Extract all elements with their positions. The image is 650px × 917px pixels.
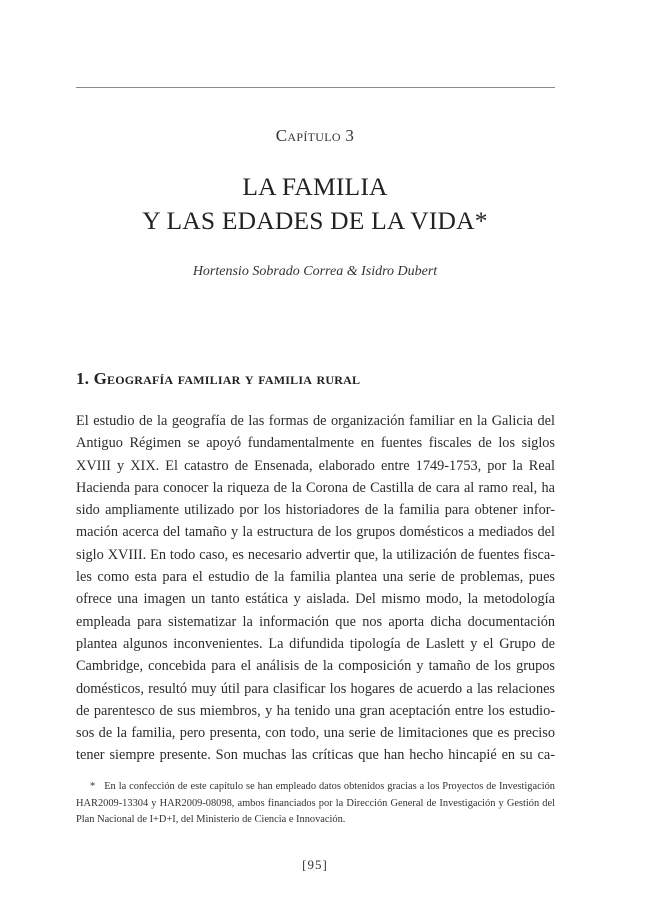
chapter-authors: Hortensio Sobrado Correa & Isidro Dubert: [192, 264, 438, 279]
body-line: tener siempre presente. Son muchas las críticas que han hecho hincapié en su ca-: [76, 747, 555, 764]
body-line: de parentesco de sus miembros, y ha tenido una gran aceptación entre los estudio-: [76, 702, 555, 719]
body-line: Hacienda para conocer la riqueza de la Corona de Castilla de cara al ramo real, ha: [76, 479, 555, 496]
chapter-label: Capítulo 3: [275, 126, 355, 145]
body-line: sos de la familia, pero presenta, con todo, una serie de limitaciones que es preciso: [76, 725, 555, 742]
footnote-line: HAR2009-13304 y HAR2009-08098, ambos financiados por la Dirección General de Investigación y Gestión del: [76, 797, 555, 809]
body-paragraph: [76, 410, 555, 767]
section-heading: 1. Geografía familiar y familia rural: [76, 369, 361, 388]
body-line: sido ampliamente utilizado por los historiadores de la familia para obtener infor-: [76, 502, 555, 519]
body-line: ofrece una imagen un tanto estática y aislada. Del mismo modo, la metodología: [76, 591, 555, 608]
page-number: [95]: [302, 857, 328, 872]
chapter-title-line: LA FAMILIA: [242, 172, 388, 201]
body-line: XVIII y XIX. El catastro de Ensenada, elaborado entre 1749-1753, por la Real: [76, 457, 555, 474]
footnote-marker: *: [90, 781, 96, 792]
footnote-line: [76, 779, 555, 796]
body-line: domésticos, resultó muy útil para clasificar los hogares de acuerdo a las relaciones: [76, 680, 555, 697]
body-line: mación acerca del tamaño y la estructura de los grupos domésticos a mediados del: [76, 524, 555, 541]
body-line: Cambridge, concebida para el análisis de la composición y tamaño de los grupos: [76, 658, 555, 675]
footnote-text: En la confección de este capítulo se han empleado datos obtenidos gracias a los Proyectos de Investigación: [104, 781, 555, 792]
body-line: siglo XVIII. En todo caso, es necesario advertir que, la utilización de fuentes fisca-: [76, 546, 555, 563]
footnote-line: Plan Nacional de I+D+I, del Ministerio de Ciencia e Innovación.: [76, 814, 346, 825]
body-line: plantea algunos inconvenientes. La difundida tipología de Laslett y el Grupo de: [76, 635, 555, 652]
chapter-title-line: Y LAS EDADES DE LA VIDA*: [142, 206, 488, 235]
header-rule: [76, 87, 555, 88]
body-line: El estudio de la geografía de las formas de organización familiar en la Galicia del: [76, 413, 555, 429]
footnote: [76, 779, 555, 829]
body-line: les como esta para el estudio de la familia plantea una serie de problemas, pues: [76, 569, 555, 586]
body-line: Antiguo Régimen se apoyó fundamentalmente en fuentes fiscales de los siglos: [76, 435, 555, 452]
chapter-title: [0, 170, 630, 238]
body-line: empleada para sistematizar la información que nos aporta dicha documentación: [76, 613, 555, 630]
